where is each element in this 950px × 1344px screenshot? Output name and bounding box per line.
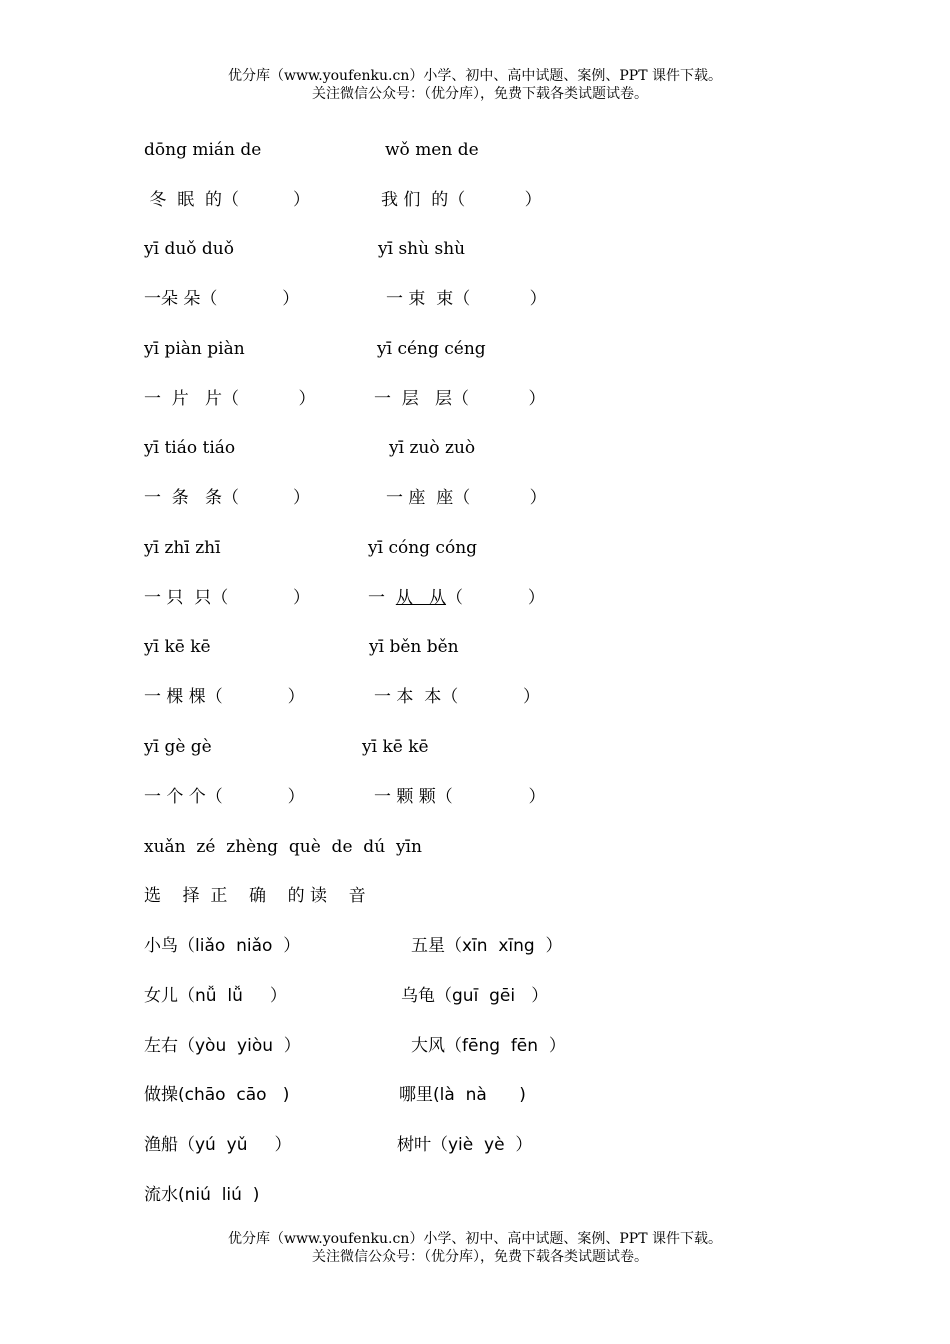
pinyin-right: yī běn běn bbox=[369, 637, 459, 657]
pinyin-left: yī piàn piàn bbox=[144, 339, 245, 359]
chars-right: 一 本 本（ ） bbox=[374, 687, 541, 707]
chars-right: 一 层 层（ ） bbox=[374, 389, 546, 409]
pinyin-row bbox=[0, 533, 950, 563]
chars-row bbox=[0, 384, 950, 414]
chars-right bbox=[368, 583, 545, 613]
pinyin-left: yī duǒ duǒ bbox=[144, 239, 234, 259]
choice-left: 渔船（yú yǔ ） bbox=[144, 1135, 292, 1155]
choice-left: 小鸟（liǎo niǎo ） bbox=[144, 936, 301, 956]
chars-right-underlined: 从 从 bbox=[395, 588, 447, 608]
pinyin-right: yī shù shù bbox=[378, 239, 466, 259]
pinyin-right: yī cóng cóng bbox=[368, 538, 478, 558]
chars-left: 一 片 片（ ） bbox=[144, 389, 316, 409]
chars-right-suffix: （ ） bbox=[446, 588, 545, 608]
chars-right: 一 束 束（ ） bbox=[386, 289, 547, 309]
pinyin-left: dōng mián de bbox=[144, 140, 262, 160]
pinyin-right: yī kē kē bbox=[362, 737, 429, 757]
choice-row bbox=[0, 981, 950, 1011]
section-pinyin: xuǎn zé zhèng què de dú yīn bbox=[144, 837, 422, 857]
section-pinyin-row bbox=[0, 832, 950, 862]
choice-right: 哪里(là nà ) bbox=[399, 1085, 526, 1105]
page-footer bbox=[0, 1230, 950, 1266]
pinyin-left: yī gè gè bbox=[144, 737, 212, 757]
chars-left: 冬 眠 的（ ） bbox=[144, 190, 311, 210]
chars-right-prefix: 一 bbox=[368, 588, 396, 608]
choice-left: 流水(niú liú ) bbox=[144, 1185, 260, 1205]
section-title: 选 择 正 确 的 读 音 bbox=[144, 886, 366, 906]
pinyin-right: yī céng céng bbox=[377, 339, 486, 359]
choice-right: 树叶（yiè yè ） bbox=[397, 1135, 533, 1155]
chars-right: 一 颗 颗（ ） bbox=[374, 787, 546, 807]
pinyin-left: yī kē kē bbox=[144, 637, 211, 657]
pinyin-row bbox=[0, 632, 950, 662]
chars-left: 一 个 个（ ） bbox=[144, 787, 305, 807]
choice-row bbox=[0, 1080, 950, 1110]
pinyin-right: yī zuò zuò bbox=[389, 438, 476, 458]
header-line-2: 关注微信公众号：（优分库），免费下载各类试题试卷。 bbox=[312, 86, 648, 102]
choice-right: 五星（xīn xīng ） bbox=[411, 936, 563, 956]
choice-row bbox=[0, 1130, 950, 1160]
chars-left: 一 棵 棵（ ） bbox=[144, 687, 305, 707]
chars-row bbox=[0, 284, 950, 314]
header-line-1: 优分库（www.youfenku.cn）小学、初中、高中试题、案例、PPT 课件下载。 bbox=[227, 68, 722, 84]
choice-row bbox=[0, 1180, 950, 1210]
chars-row bbox=[0, 185, 950, 215]
chars-row bbox=[0, 682, 950, 712]
section-title-row bbox=[0, 881, 950, 911]
chars-right: 一 座 座（ ） bbox=[386, 488, 547, 508]
pinyin-row bbox=[0, 135, 950, 165]
choice-right: 乌龟（guī gēi ） bbox=[401, 986, 549, 1006]
chars-left: 一 条 条（ ） bbox=[144, 488, 311, 508]
chars-row bbox=[0, 782, 950, 812]
pinyin-row bbox=[0, 732, 950, 762]
choice-left: 做操(chāo cāo ) bbox=[144, 1085, 290, 1105]
pinyin-left: yī tiáo tiáo bbox=[144, 438, 236, 458]
pinyin-row bbox=[0, 433, 950, 463]
chars-left: 一 只 只（ ） bbox=[144, 588, 311, 608]
chars-right: 我 们 的（ ） bbox=[381, 190, 542, 210]
choice-left: 左右（yòu yiòu ） bbox=[144, 1036, 301, 1056]
chars-row bbox=[0, 583, 950, 613]
choice-right: 大风（fēng fēn ） bbox=[411, 1036, 566, 1056]
choice-row bbox=[0, 931, 950, 961]
footer-line-2: 关注微信公众号：（优分库），免费下载各类试题试卷。 bbox=[312, 1249, 648, 1265]
chars-left: 一朵 朵（ ） bbox=[144, 289, 300, 309]
pinyin-right: wǒ men de bbox=[385, 140, 479, 160]
chars-row bbox=[0, 483, 950, 513]
choice-left: 女儿（nǚ lǚ ） bbox=[144, 986, 287, 1006]
footer-line-1: 优分库（www.youfenku.cn）小学、初中、高中试题、案例、PPT 课件下载。 bbox=[227, 1231, 722, 1247]
choice-row bbox=[0, 1031, 950, 1061]
pinyin-left: yī zhī zhī bbox=[144, 538, 221, 558]
pinyin-row bbox=[0, 234, 950, 264]
page-header bbox=[0, 67, 950, 103]
pinyin-row bbox=[0, 334, 950, 364]
